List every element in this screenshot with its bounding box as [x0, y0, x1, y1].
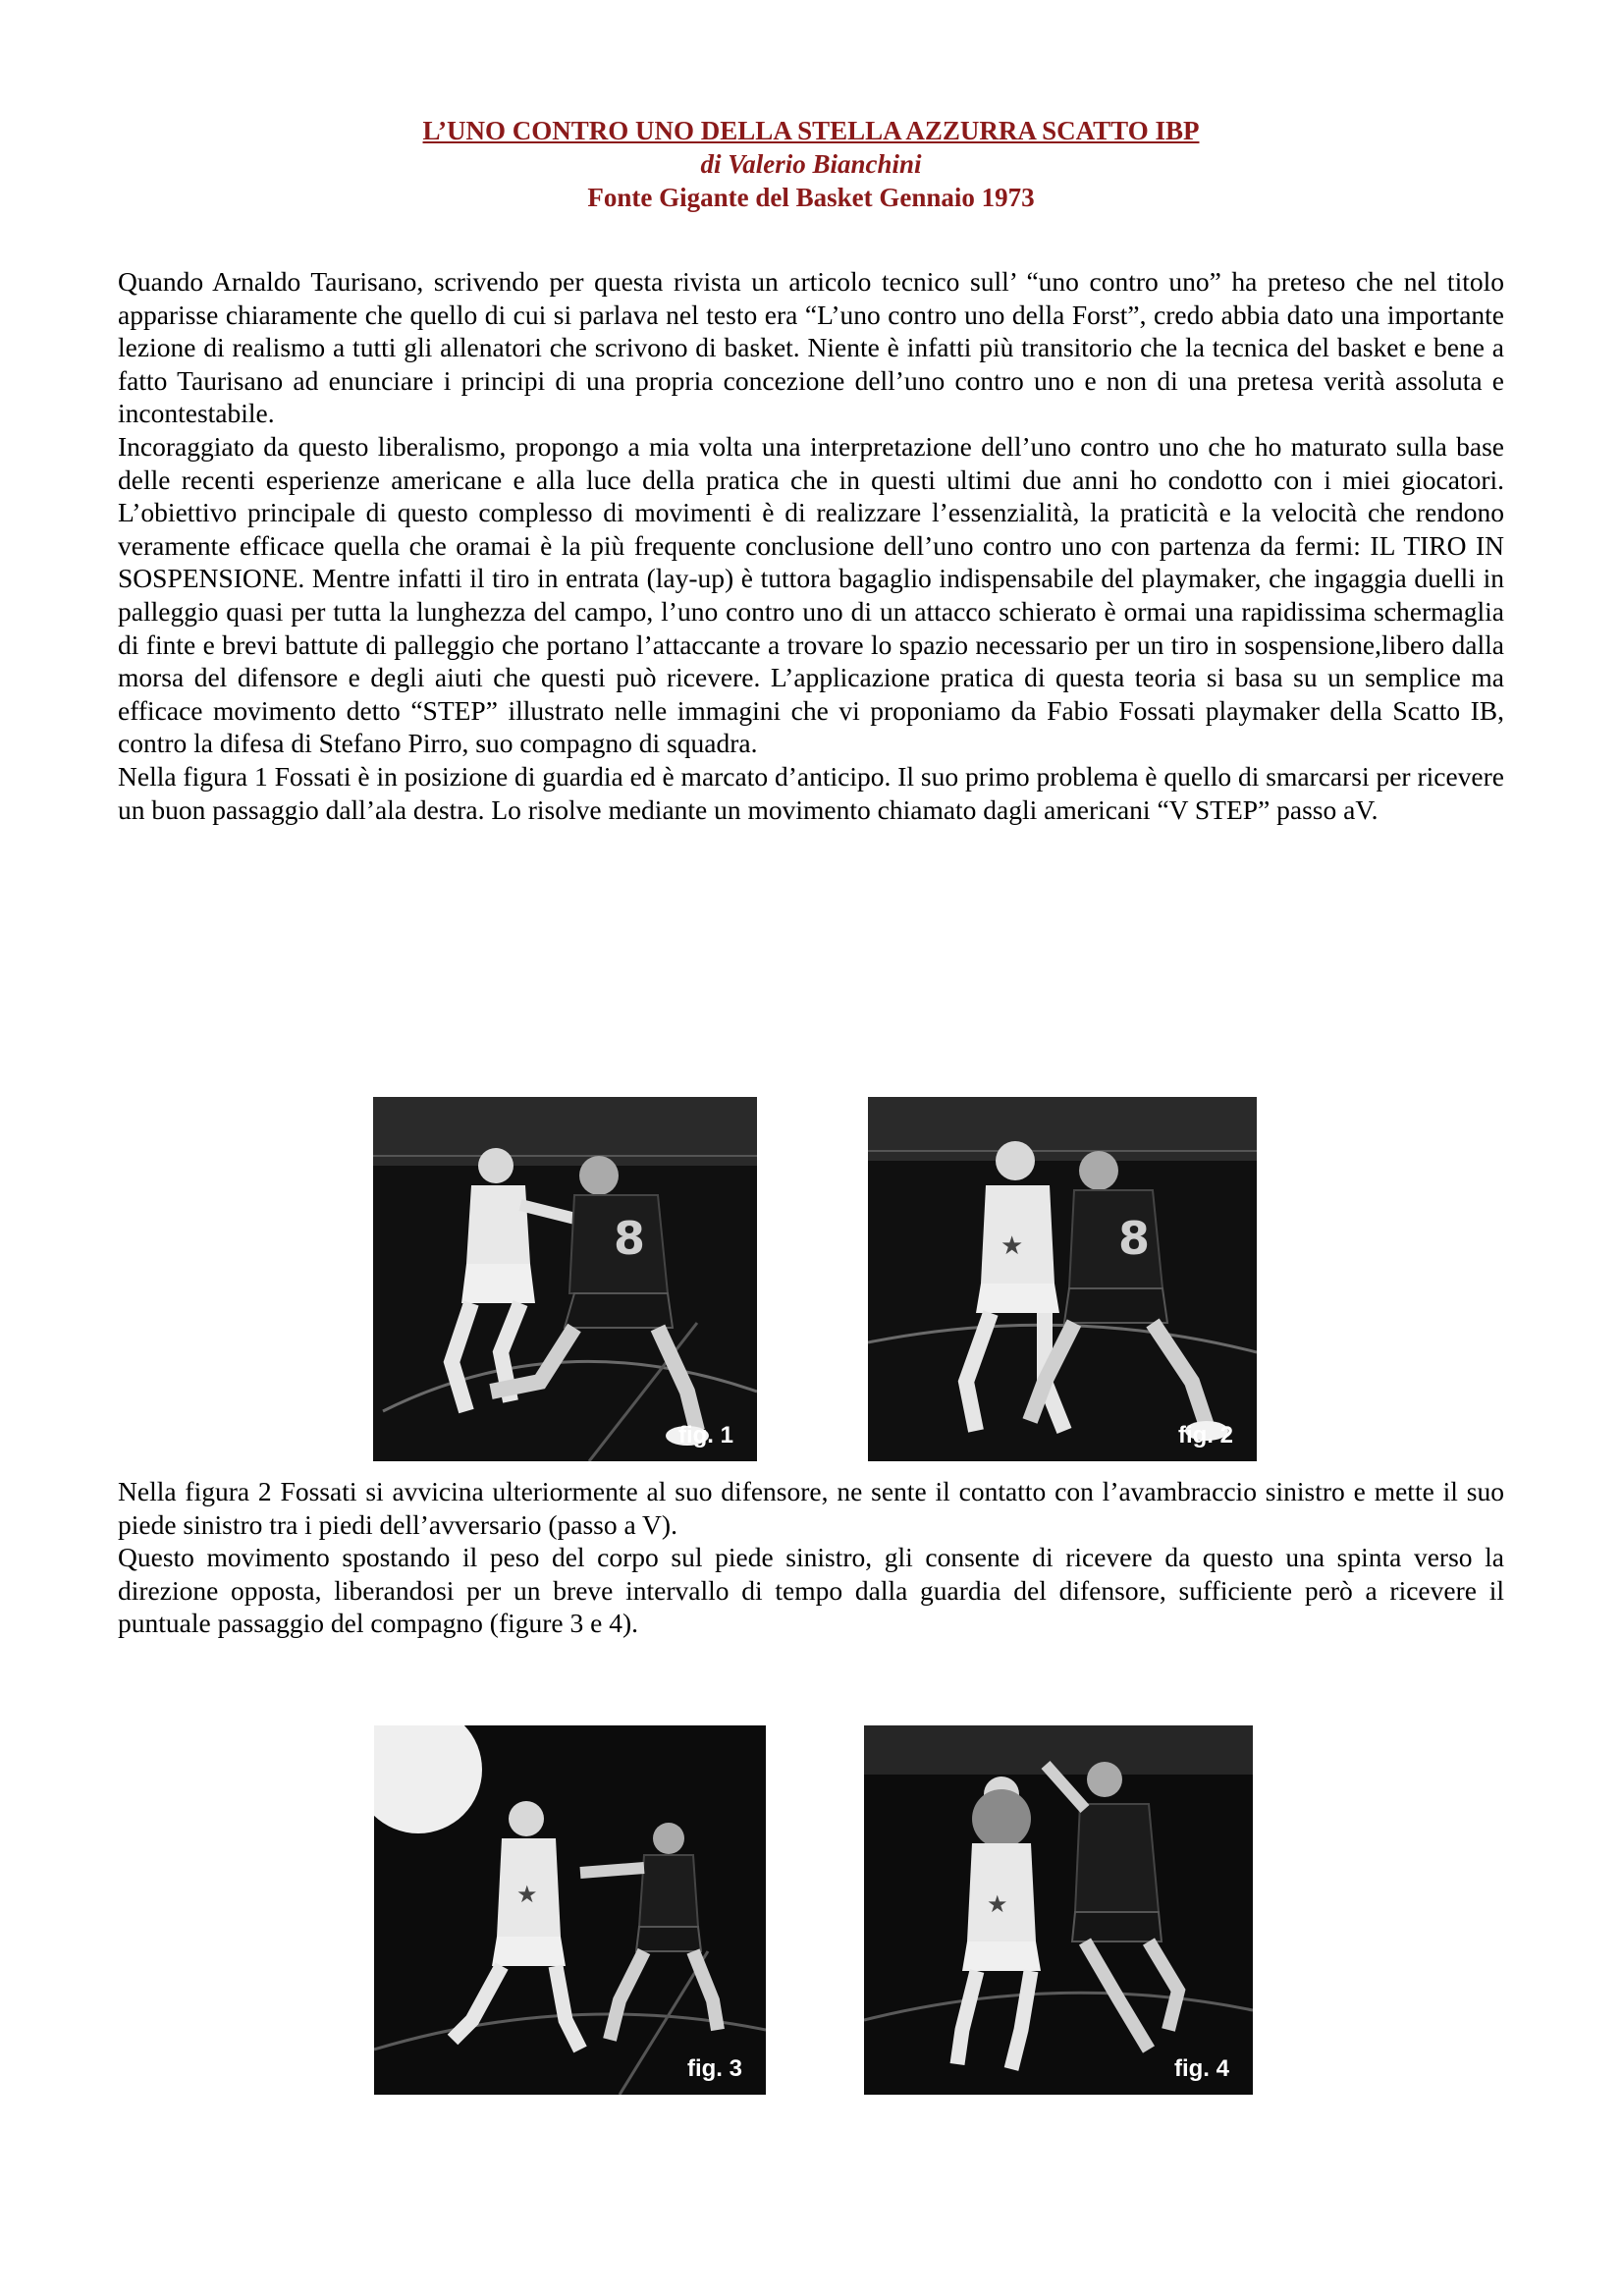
figure-3-label: fig. 3 [686, 2055, 742, 2082]
article-header [0, 114, 1622, 214]
paragraph-4: Nella figura 2 Fossati si avvicina ulteriormente al suo difensore, ne sente il contatto con l’avambraccio sinistro e mette il suo piede sinistro tra i piedi dell’avversario (passo a V). [118, 1476, 1504, 1540]
paragraph-5: Questo movimento spostando il peso del corpo sul piede sinistro, gli consente di ricevere da questo una spinta verso la direzione opposta, liberandosi per un breve intervallo di tempo dalla guardia del difensore, sufficiente però a ricevere il puntuale passaggio del compagno (figure 3 e 4). [118, 1542, 1504, 1639]
paragraph-3: Nella figura 1 Fossati è in posizione di guardia ed è marcato d’anticipo. Il suo primo problema è quello di smarcarsi per ricevere un buon passaggio dall’ala destra. Lo risolve mediante un movimento chiamato dagli americani “V STEP” passo aV. [118, 760, 1504, 825]
svg-text:★: ★ [987, 1890, 1008, 1918]
svg-text:★: ★ [516, 1881, 538, 1908]
svg-text:8: 8 [614, 1212, 646, 1265]
figure-4-photo [864, 1725, 1253, 2095]
paragraph-1: Quando Arnaldo Taurisano, scrivendo per questa rivista un articolo tecnico sull’ “uno contro uno” ha preteso che nel titolo apparisse chiaramente che quello di cui si parlava nel testo era “L’uno contro uno della Forst”, credo abbia dato una importante lezione di realismo a tutti gli allenatori che scrivono di basket. Niente è infatti più transitorio che la tecnica del basket e bene a fatto Taurisano ad enunciare i principi di una propria concezione dell’uno contro uno e non di una pretesa verità assoluta e incontestabile. [118, 266, 1504, 429]
paragraph-2: Incoraggiato da questo liberalismo, propongo a mia volta una interpretazione dell’uno contro uno che ho maturato sulla base delle recenti esperienze americane e alla luce della pratica che in questi ultimi due anni ho condotto con i miei giocatori. L’obiettivo principale di questo complesso di movimenti è di realizzare l’essenzialità, la praticità e la velocità che rendono veramente efficace quella che oramai è la più frequente conclusione dell’uno contro uno con partenza da fermi: IL TIRO IN SOSPENSIONE. Mentre infatti il tiro in entrata (lay-up) è tuttora bagaglio indispensabile del playmaker, che ingaggia duelli in palleggio quasi per tutta la lunghezza del campo, l’uno contro uno di un attacco schierato è ormai una rapidissima schermaglia di finte e brevi battute di palleggio che portano l’attaccante a trovare lo spazio necessario per un tiro in sospensione,libero dalla morsa del difensore e degli aiuti che questi può ricevere. L’applicazione pratica di questa teoria si basa su un semplice ma efficace movimento detto “STEP” illustrato nelle immagini che vi proponiamo da Fabio Fossati playmaker della Scatto IB, contro la difesa di Stefano Pirro, suo compagno di squadra. [118, 430, 1504, 759]
article-title: L’UNO CONTRO UNO DELLA STELLA AZZURRA SCATTO IBP [422, 116, 1200, 145]
body-text-bottom [118, 1475, 1504, 1640]
article-source: Fonte Gigante del Basket Gennaio 1973 [587, 183, 1035, 212]
svg-text:8: 8 [1118, 1212, 1151, 1265]
figure-3-photo [374, 1725, 766, 2095]
article-author: di Valerio Bianchini [700, 149, 922, 179]
figure-2-label: fig. 2 [1177, 1422, 1233, 1449]
figure-4-label: fig. 4 [1173, 2055, 1229, 2082]
svg-text:★: ★ [1000, 1231, 1024, 1261]
figure-1-label: fig. 1 [677, 1422, 733, 1449]
figure-2-photo [868, 1097, 1257, 1461]
figure-1-photo [373, 1097, 757, 1461]
body-text-top [118, 265, 1504, 826]
